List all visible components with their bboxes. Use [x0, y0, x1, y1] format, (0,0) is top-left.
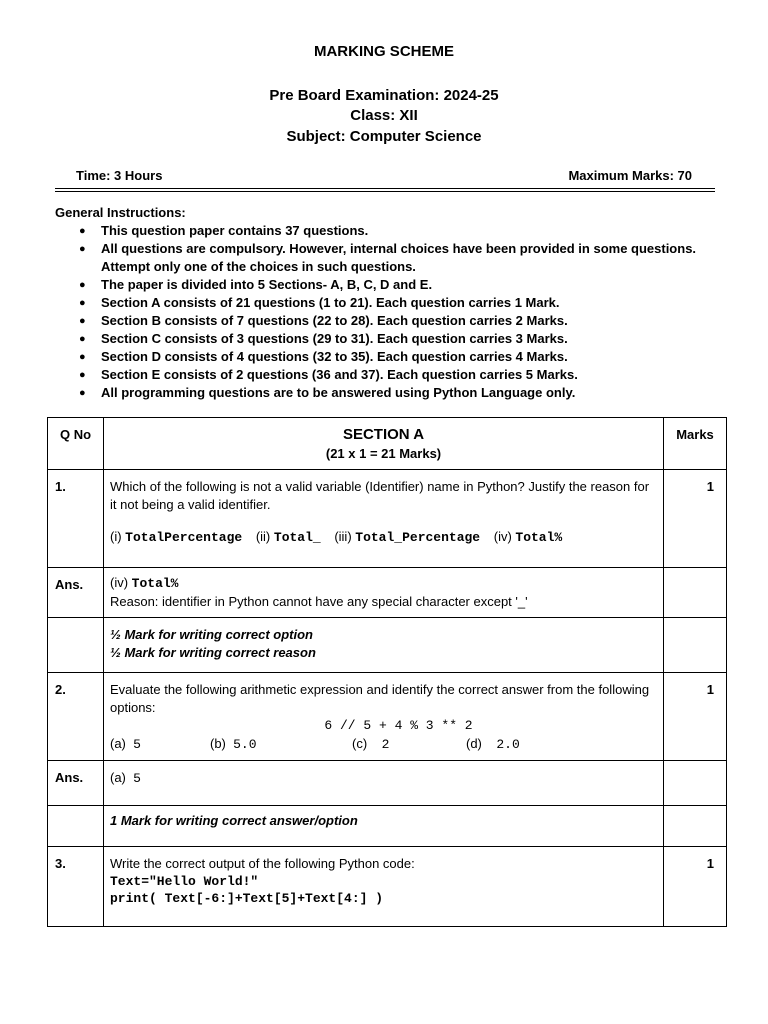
- table-row: [48, 761, 727, 806]
- code-line: Text="Hello World!": [110, 874, 259, 889]
- option-label: (d): [466, 736, 482, 751]
- question-2-options: [110, 735, 657, 754]
- arithmetic-expression: 6 // 5 + 4 % 3 ** 2: [324, 718, 473, 733]
- answer-option: [110, 574, 657, 593]
- section-marks-summary: (21 x 1 = 21 Marks): [325, 446, 442, 461]
- option-code: Total_: [273, 530, 321, 545]
- maximum-marks: Maximum Marks: 70: [568, 168, 692, 183]
- instructions-list: [55, 222, 735, 402]
- option-value: 5: [133, 737, 141, 752]
- empty-marks-cell: [664, 568, 727, 618]
- option-value: 2: [381, 737, 390, 752]
- option-iii: [334, 528, 480, 547]
- option-label: (ii): [255, 529, 271, 544]
- option-value: 5.0: [233, 737, 257, 752]
- question-marks: 1: [664, 847, 727, 927]
- table-row: [48, 673, 727, 761]
- empty-marks-cell: [664, 618, 727, 673]
- code-line: print( Text[-6:]+Text[5]+Text[4:] ): [110, 891, 384, 906]
- answer-1: [104, 568, 664, 618]
- instruction-item: ● All questions are compulsory. However, internal choices have been provided in some questions. Attempt only one of the choices in such questions.: [55, 240, 735, 276]
- instruction-item: ● This question paper contains 37 questions.: [55, 222, 735, 240]
- table-row: [48, 618, 727, 673]
- option-c: [352, 735, 466, 754]
- question-1-text: [104, 470, 664, 568]
- option-label: (b): [210, 736, 226, 751]
- option-code: Total_Percentage: [355, 530, 481, 545]
- general-instructions: [55, 204, 735, 402]
- question-3-text: [104, 847, 664, 927]
- answer-option-label: (iv): [110, 575, 129, 590]
- instruction-item: ● The paper is divided into 5 Sections- A, B, C, D and E.: [55, 276, 735, 294]
- answer-label: Ans.: [48, 568, 104, 618]
- section-title: SECTION A: [342, 426, 425, 443]
- question-1-options: [110, 528, 657, 547]
- instruction-item: ● All programming questions are to be answered using Python Language only.: [55, 384, 735, 402]
- table-header-row: [48, 418, 727, 470]
- question-number: 2.: [48, 673, 104, 761]
- option-a: [110, 735, 210, 754]
- scheme-line: ½ Mark for writing correct reason: [110, 645, 316, 660]
- marking-scheme-2: [104, 806, 664, 847]
- option-iv: [494, 528, 562, 547]
- header-qno: Q No: [48, 418, 104, 470]
- option-label: (c): [352, 736, 368, 751]
- option-b: [210, 735, 352, 754]
- question-text: Evaluate the following arithmetic expression and identify the correct answer from the following options:: [110, 682, 650, 715]
- option-label: (a): [110, 736, 126, 751]
- class-line: Class: XII: [350, 107, 418, 124]
- exam-name: Pre Board Examination: 2024-25: [269, 87, 499, 104]
- subject-line: Subject: Computer Science: [286, 128, 482, 145]
- question-marks: 1: [664, 673, 727, 761]
- header-rule-top: [55, 188, 715, 189]
- instruction-item: ● Section A consists of 21 questions (1 to 21). Each question carries 1 Mark.: [55, 294, 735, 312]
- option-label: (iii): [334, 529, 352, 544]
- instructions-title: General Instructions:: [55, 205, 186, 220]
- option-label: (i): [110, 529, 122, 544]
- header-rule-bottom: [55, 191, 715, 192]
- empty-qno-cell: [48, 618, 104, 673]
- question-2-text: [104, 673, 664, 761]
- table-row: [48, 470, 727, 568]
- answer-option-code: Total%: [131, 576, 179, 591]
- header-section: [104, 418, 664, 470]
- instruction-item: ● Section D consists of 4 questions (32 to 35). Each question carries 4 Marks.: [55, 348, 735, 366]
- marking-scheme-1: [104, 618, 664, 673]
- instruction-item: ● Section B consists of 7 questions (22 to 28). Each question carries 2 Marks.: [55, 312, 735, 330]
- option-d: [466, 735, 520, 754]
- table-row: [48, 806, 727, 847]
- header-marks: Marks: [664, 418, 727, 470]
- answer-option-label: (a): [110, 770, 126, 785]
- option-code: TotalPercentage: [125, 530, 243, 545]
- table-row: [48, 847, 727, 927]
- question-text: Write the correct output of the following Python code:: [110, 856, 415, 871]
- scheme-line: ½ Mark for writing correct option: [110, 627, 313, 642]
- option-i: [110, 528, 242, 547]
- time-duration: Time: 3 Hours: [76, 168, 163, 183]
- answer-label: Ans.: [48, 761, 104, 806]
- scheme-line: 1 Mark for writing correct answer/option: [110, 813, 358, 828]
- empty-qno-cell: [48, 806, 104, 847]
- document-title: MARKING SCHEME: [313, 43, 454, 60]
- empty-marks-cell: [664, 806, 727, 847]
- question-text: Which of the following is not a valid variable (Identifier) name in Python? Justify the reason for it not being a valid identifier.: [110, 479, 650, 512]
- marking-table: [47, 417, 727, 927]
- empty-marks-cell: [664, 761, 727, 806]
- question-marks: 1: [664, 470, 727, 568]
- instruction-item: ● Section E consists of 2 questions (36 and 37). Each question carries 5 Marks.: [55, 366, 735, 384]
- instruction-item: ● Section C consists of 3 questions (29 to 31). Each question carries 3 Marks.: [55, 330, 735, 348]
- option-value: 2.0: [496, 737, 520, 752]
- answer-2: [104, 761, 664, 806]
- answer-reason: Reason: identifier in Python cannot have any special character except '_': [110, 594, 528, 609]
- option-ii: [256, 528, 321, 547]
- table-row: [48, 568, 727, 618]
- option-code: Total%: [515, 530, 563, 545]
- option-label: (iv): [493, 529, 512, 544]
- question-number: 1.: [48, 470, 104, 568]
- question-number: 3.: [48, 847, 104, 927]
- answer-option-value: 5: [133, 771, 141, 786]
